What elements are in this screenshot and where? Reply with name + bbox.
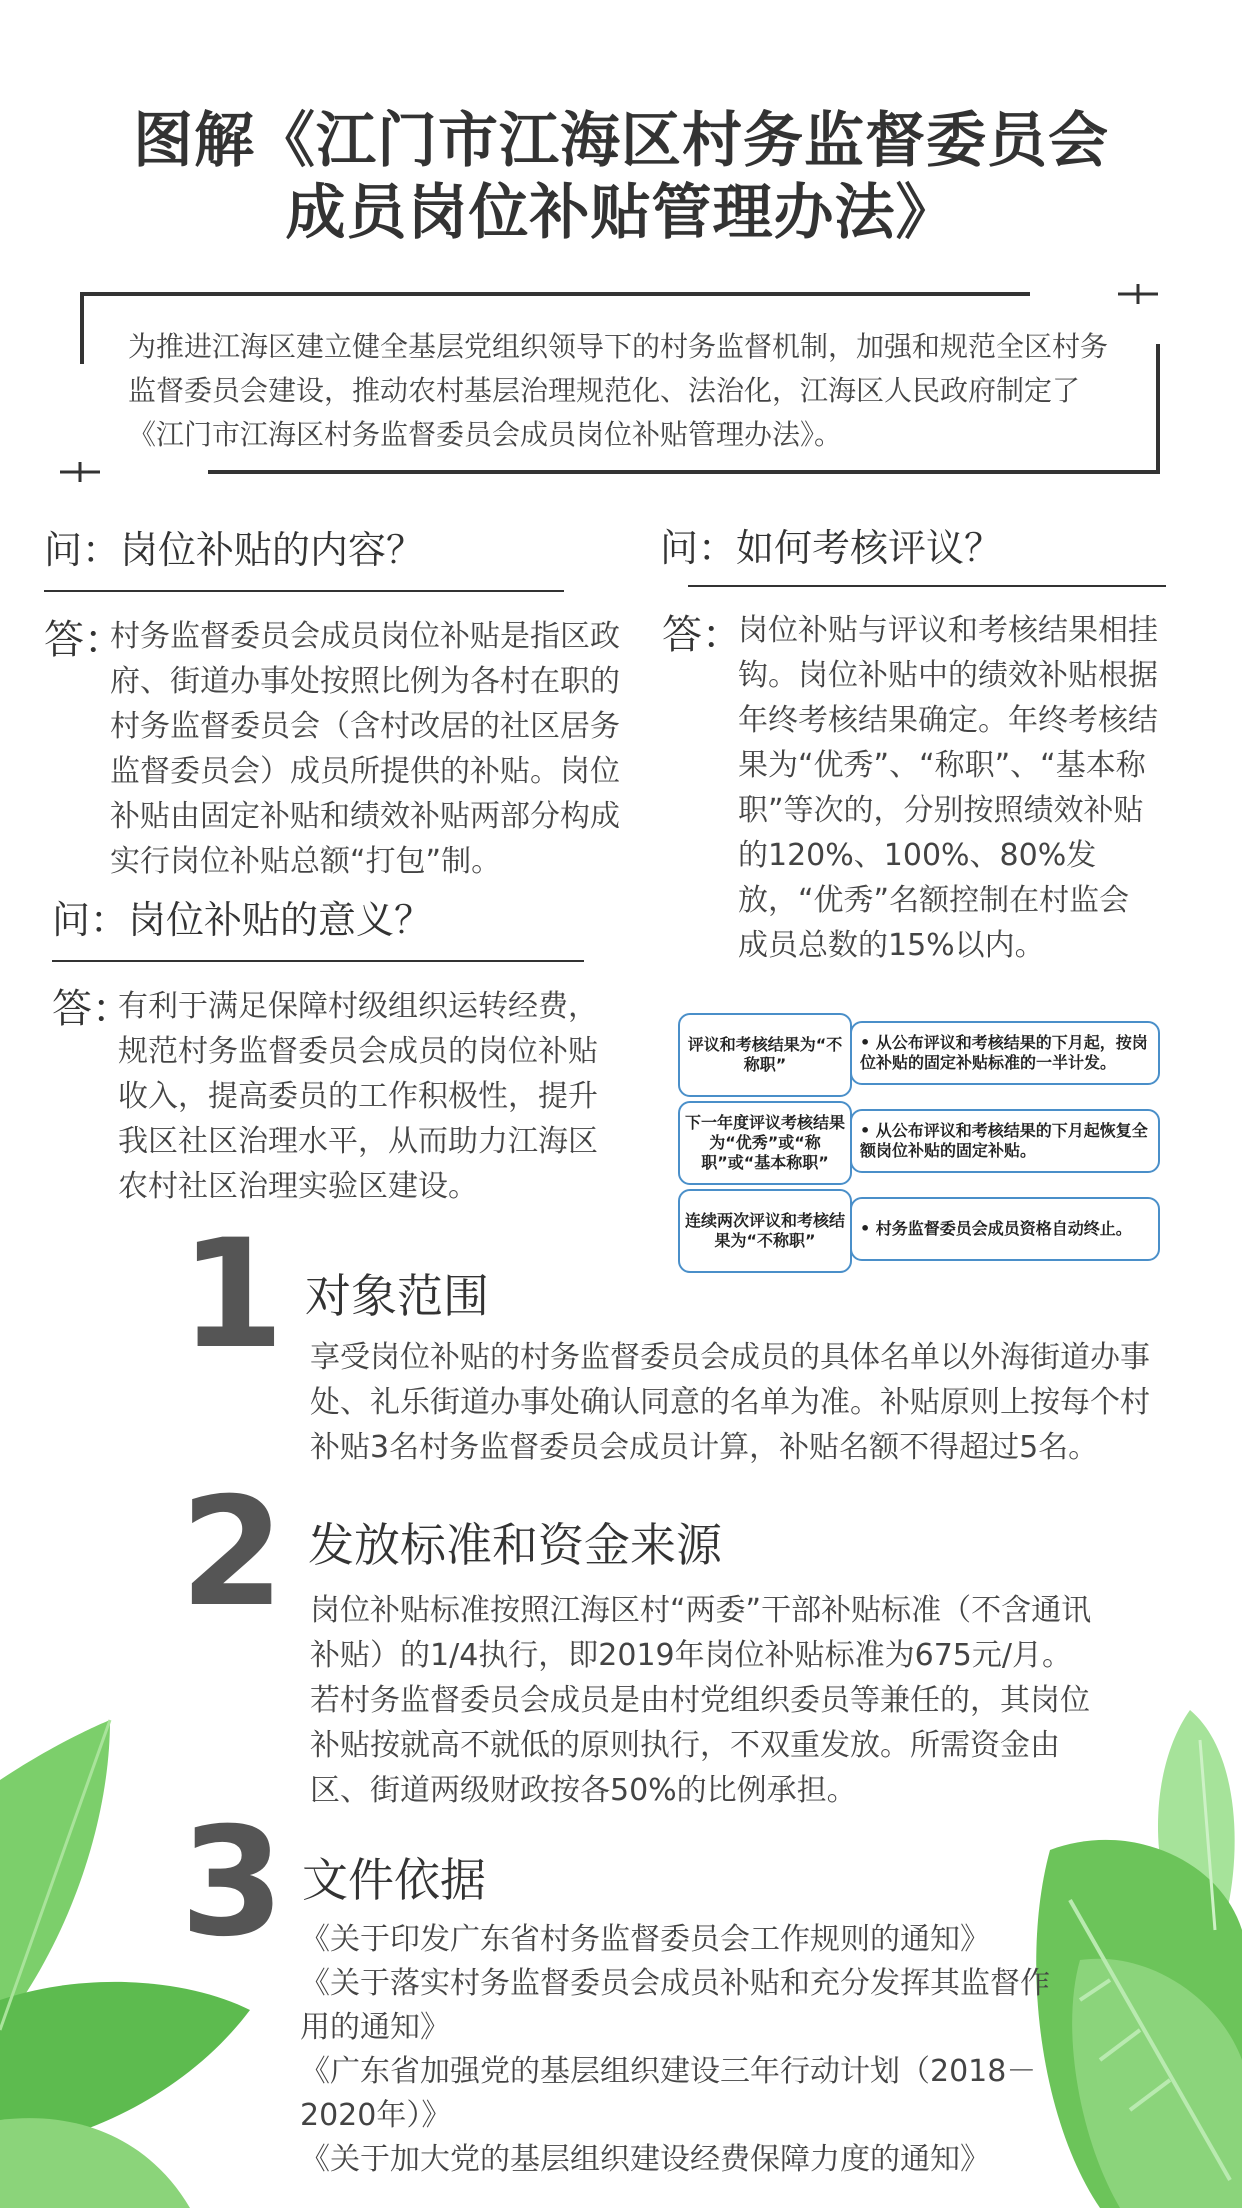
document-item: 《关于加大党的基层组织建设经费保障力度的通知》: [300, 2142, 990, 2177]
diagram-condition-3: 连续两次评议和考核结果为“不称职”: [678, 1189, 852, 1273]
document-item: 《关于落实村务监督委员会成员补贴和充分发挥其监督作用的通知》: [300, 1966, 1050, 2045]
document-item: 《关于印发广东省村务监督委员会工作规则的通知》: [300, 1922, 990, 1957]
divider: [688, 585, 1166, 587]
question-3: [660, 525, 1002, 571]
question-label: 问：: [44, 528, 121, 572]
section-text-2: 岗位补贴标准按照江海区村“两委”干部补贴标准（不含通讯补贴）的1/4执行，即2019年岗位补贴标准为675元/月。若村务监督委员会成员是由村党组织委员等兼任的，其岗位补贴按就高不就低的原则执行，不双重发放。所需资金由区、街道两级财政按各50%的比例承担。: [310, 1593, 1092, 1808]
question-2-text: 岗位补贴的意义？: [128, 898, 433, 942]
diagram-condition-2: 下一年度评议考核结果为“优秀”或“称职”或“基本称职”: [678, 1101, 852, 1185]
section-number-1: 1: [180, 1208, 285, 1382]
question-3-text: 如何考核评议？: [736, 526, 1003, 570]
document-list: [300, 1918, 1060, 2182]
diagram-result-2: • 从公布评议和考核结果的下月起恢复全额岗位补贴的固定补贴。: [850, 1109, 1160, 1173]
question-1-text: 岗位补贴的内容？: [120, 528, 425, 572]
page-title: [0, 105, 1242, 249]
intro-paragraph: 为推进江海区建立健全基层党组织领导下的村务监督机制，加强和规范全区村务监督委员会建设，推动农村基层治理规范化、法治化，江海区人民政府制定了《江门市江海区村务监督委员会成员岗位补贴管理办法》。: [128, 330, 1109, 451]
review-result-diagram: [678, 1013, 1160, 1271]
divider: [44, 590, 564, 592]
question-1: [44, 527, 424, 573]
section-title-2: 发放标准和资金来源: [308, 1518, 722, 1572]
diagram-result-1: • 从公布评议和考核结果的下月起，按岗位补贴的固定补贴标准的一半计发。: [850, 1021, 1160, 1085]
title-line-2: 成员岗位补贴管理办法》: [285, 178, 957, 248]
answer-label: 答：: [52, 986, 132, 1032]
section-title-3: 文件依据: [302, 1853, 486, 1907]
section-text-1: 享受岗位补贴的村务监督委员会成员的具体名单以外海街道办事处、礼乐街道办事处确认同意的名单为准。补贴原则上按每个村补贴3名村务监督委员会成员计算，补贴名额不得超过5名。: [310, 1340, 1150, 1465]
answer-3-text: 岗位补贴与评议和考核结果相挂钩。岗位补贴中的绩效补贴根据年终考核结果确定。年终考核结果为“优秀”、“称职”、“基本称职”等次的，分别按照绩效补贴的120%、100%、80%发放，“优秀”名额控制在村监会成员总数的15%以内。: [738, 613, 1158, 963]
answer-2-text: 有利于满足保障村级组织运转经费，规范村务监督委员会成员的岗位补贴收入，提高委员的工作积极性，提升我区社区治理水平，从而助力江海区农村社区治理实验区建设。: [118, 989, 598, 1204]
section-number-2: 2: [180, 1466, 285, 1640]
section-title-1: 对象范围: [305, 1269, 489, 1323]
diagram-condition-1: 评议和考核结果为“不称职”: [678, 1013, 852, 1097]
answer-label: 答：: [44, 617, 124, 663]
question-label: 问：: [660, 526, 737, 570]
section-number-3: 3: [180, 1796, 285, 1970]
divider: [52, 960, 584, 962]
title-line-1: 图解《江门市江海区村务监督委员会: [133, 106, 1109, 176]
question-label: 问：: [52, 898, 129, 942]
answer-label: 答：: [662, 612, 742, 658]
diagram-result-3: • 村务监督委员会成员资格自动终止。: [850, 1197, 1160, 1261]
question-2: [52, 897, 432, 943]
document-item: 《广东省加强党的基层组织建设三年行动计划（2018－2020年）》: [300, 2054, 1037, 2133]
answer-1-text: 村务监督委员会成员岗位补贴是指区政府、街道办事处按照比例为各村在职的村务监督委员会（含村改居的社区居务监督委员会）成员所提供的补贴。岗位补贴由固定补贴和绩效补贴两部分构成实行岗位补贴总额“打包”制。: [110, 619, 620, 879]
